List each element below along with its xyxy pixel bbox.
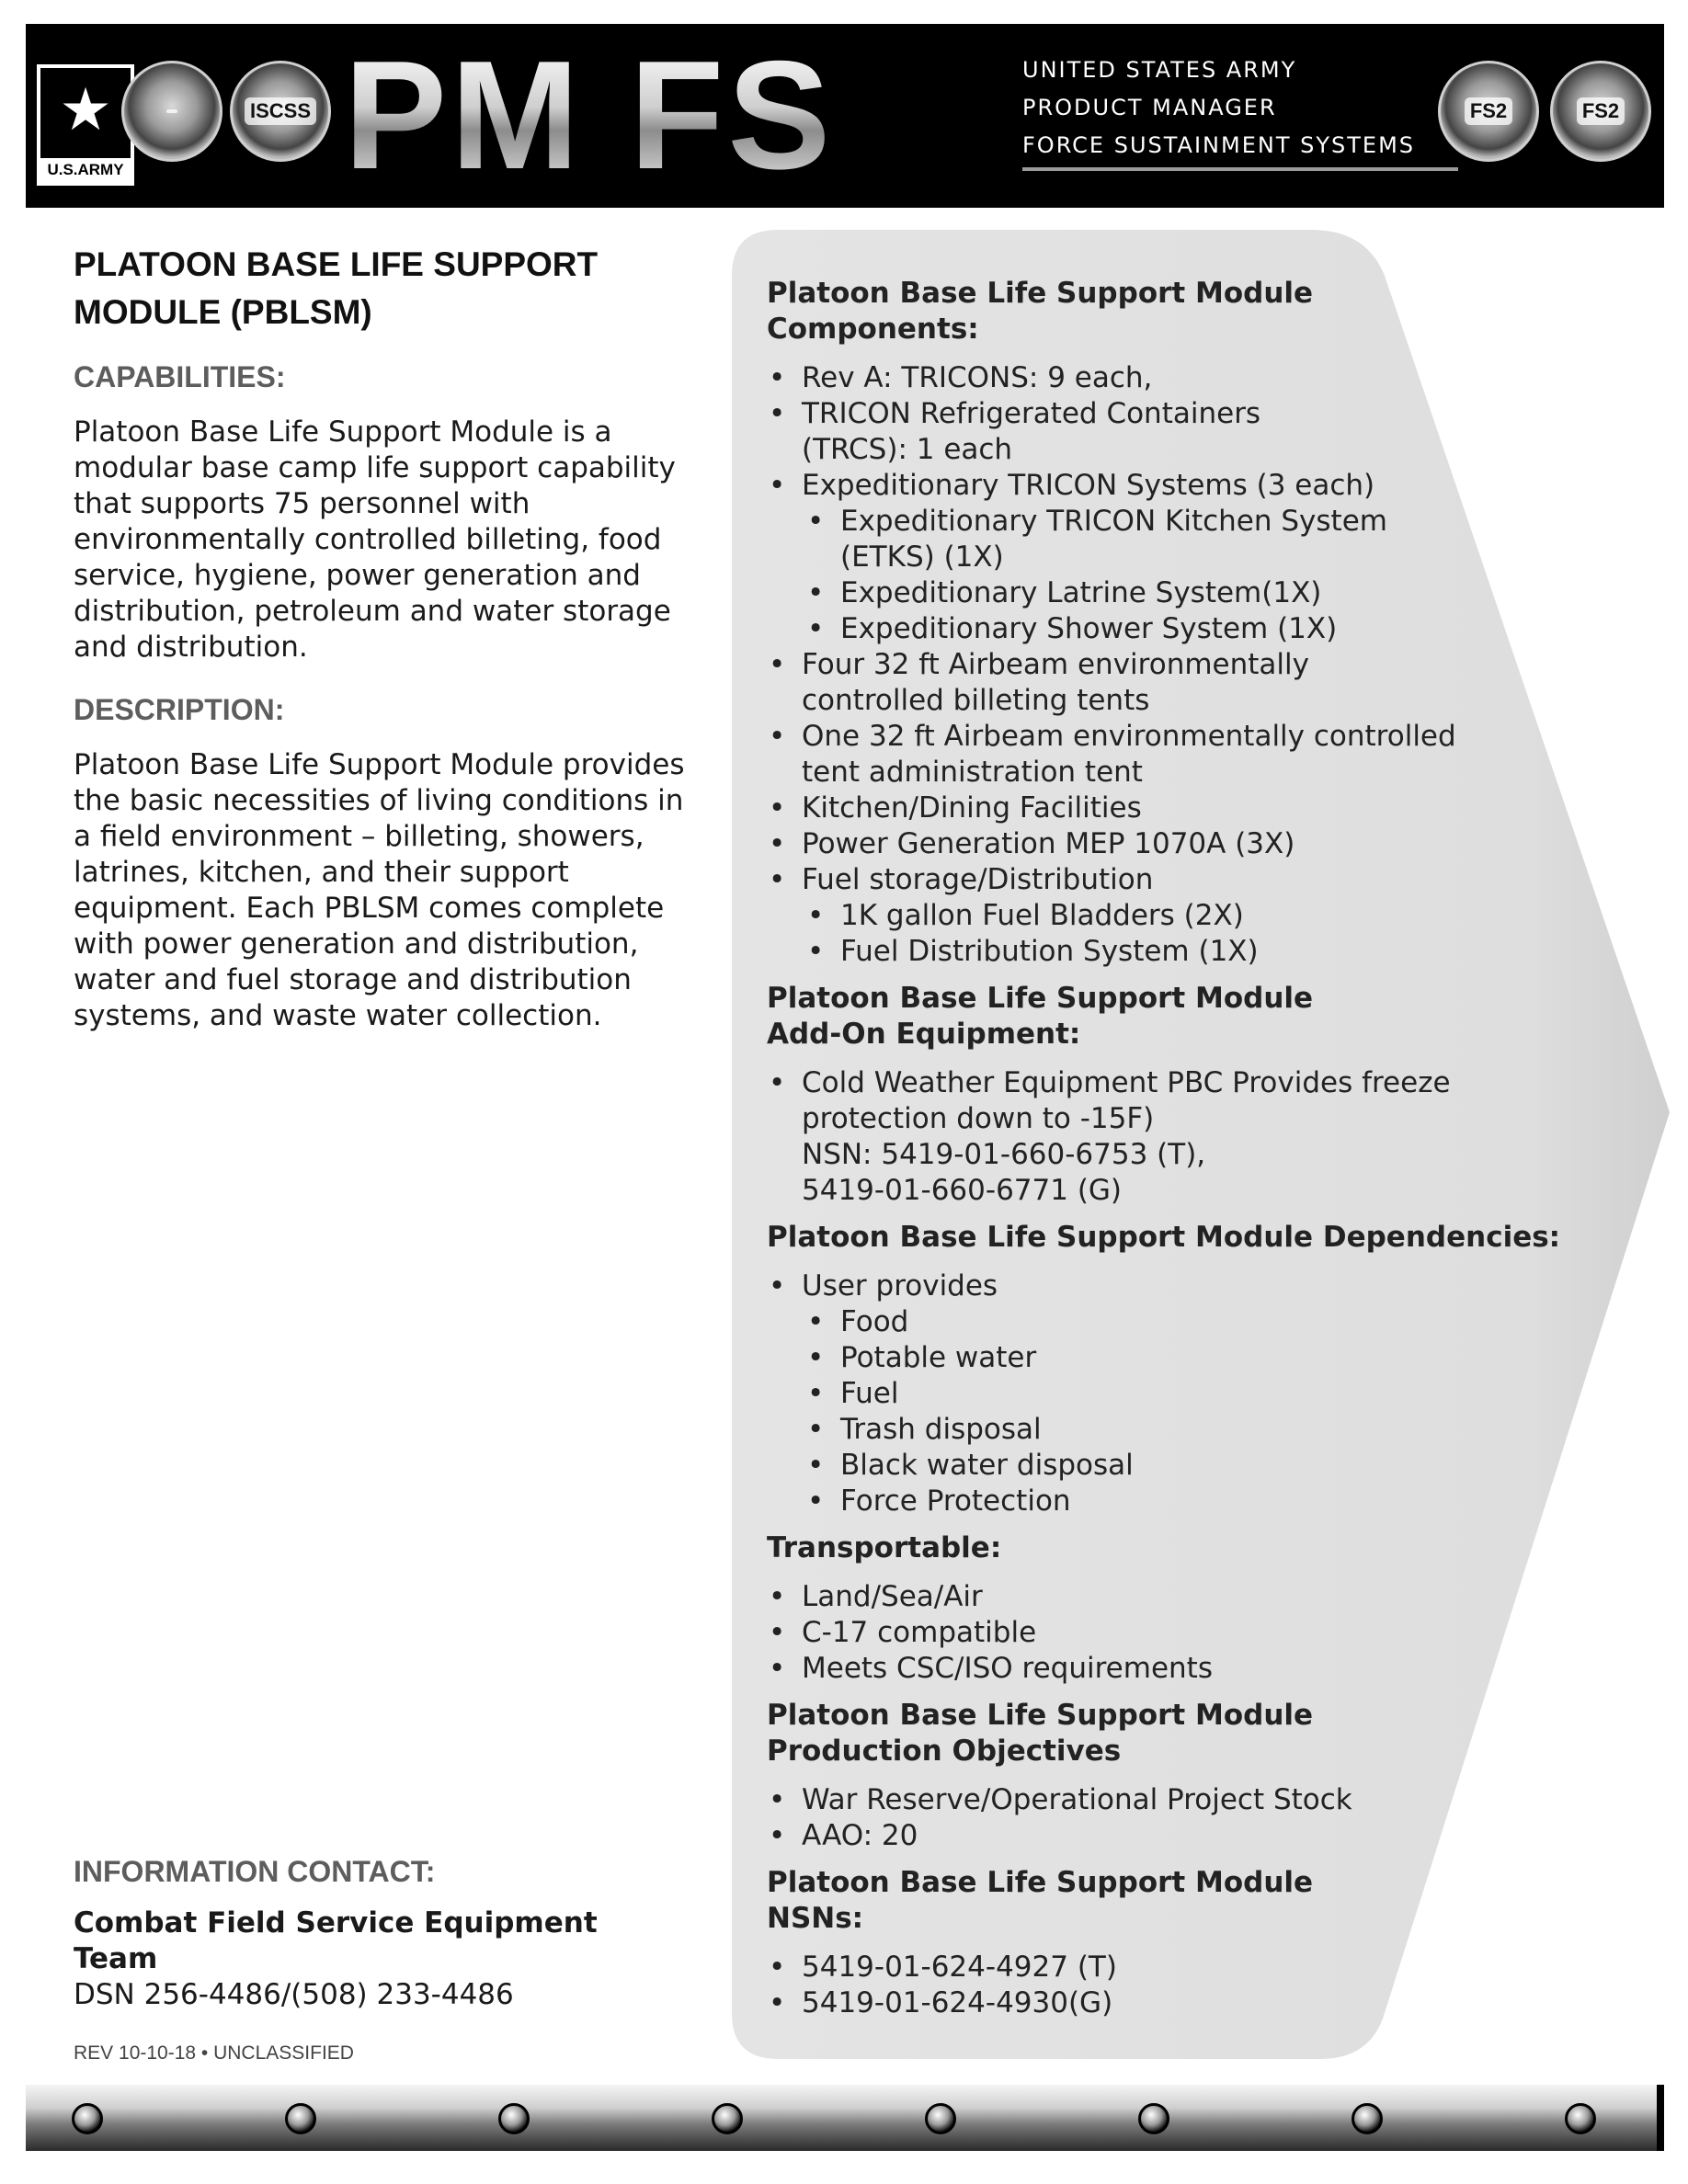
list-item: • TRICON Refrigerated Containers (767, 396, 1649, 432)
dependencies-heading: Platoon Base Life Support Module Dependencies: (767, 1221, 1561, 1254)
dependencies-list (767, 1268, 1649, 1519)
header-divider (1022, 167, 1458, 171)
rivet-icon (1352, 2103, 1383, 2134)
list-item: • One 32 ft Airbeam environmentally controlled (767, 719, 1649, 755)
organization-name: UNITED STATES ARMY PRODUCT MANAGER FORCE SUSTAINMENT SYSTEMS (1022, 57, 1416, 158)
information-contact (74, 1855, 708, 2013)
contact-team: Combat Field Service Equipment Team (74, 1906, 598, 1975)
rivet-icon (712, 2103, 743, 2134)
list-item: 5419-01-660-6771 (G) (802, 1174, 1123, 1207)
document-title: PLATOON BASE LIFE SUPPORT MODULE (PBLSM) (74, 245, 599, 331)
list-item: (TRCS): 1 each (802, 433, 1013, 466)
list-item: NSN: 5419-01-660-6753 (T), (802, 1138, 1206, 1171)
list-item: protection down to -15F) (802, 1102, 1155, 1135)
list-item: • Expeditionary TRICON Kitchen System (767, 504, 1649, 540)
details-column (767, 276, 1649, 2021)
production-heading: Platoon Base Life Support Module Production Objectives (767, 1699, 1314, 1768)
program-title: PM $FS^2$ (344, 28, 886, 201)
list-item: • War Reserve/Operational Project Stock (767, 1782, 1649, 1818)
description-heading: DESCRIPTION: (74, 693, 285, 726)
list-item: • Force Protection (767, 1484, 1649, 1519)
star-icon: ★ (59, 76, 112, 144)
footer-rail (26, 2085, 1664, 2151)
nsn-heading: Platoon Base Life Support Module NSNs: (767, 1866, 1314, 1935)
list-item: • Four 32 ft Airbeam environmentally (767, 647, 1649, 683)
rivet-icon (1565, 2103, 1596, 2134)
list-item: • Trash disposal (767, 1412, 1649, 1448)
description-text: Platoon Base Life Support Module provides the basic necessities of living conditions in a field environment – billeting, showers, latrines, kitchen, and their support equipment. Each PBLSM comes complete with power generation and distribution, water and fuel storage and distribution systems, and waste water collection. (74, 748, 685, 1032)
list-item: • Land/Sea/Air (767, 1579, 1649, 1615)
list-item: • User provides (767, 1268, 1649, 1304)
header-banner (26, 24, 1664, 208)
list-item: • Kitchen/Dining Facilities (767, 791, 1649, 826)
fs2-shield-seal-icon: FS2 (1438, 61, 1539, 162)
components-heading: Platoon Base Life Support Module Components: (767, 277, 1314, 346)
list-item: • C-17 compatible (767, 1615, 1649, 1651)
us-army-logo (37, 64, 134, 186)
capabilities-heading: CAPABILITIES: (74, 360, 286, 393)
transportable-list (767, 1579, 1649, 1687)
rivet-icon (925, 2103, 956, 2134)
list-item: • Potable water (767, 1340, 1649, 1376)
capabilities-text: Platoon Base Life Support Module is a modular base camp life support capability that supports 75 personnel with environmentally controlled billeting, food service, hygiene, power generation and distribution, petroleum and water storage and distribution. (74, 415, 676, 664)
rivet-icon (72, 2103, 103, 2134)
transportable-heading: Transportable: (767, 1531, 1002, 1564)
assistant-secretary-seal-icon (121, 61, 222, 162)
rivet-icon (498, 2103, 530, 2134)
nsn-list (767, 1950, 1649, 2021)
list-item: • Black water disposal (767, 1448, 1649, 1484)
list-item: • Expeditionary Latrine System(1X) (767, 575, 1649, 611)
list-item: (ETKS) (1X) (840, 540, 1004, 574)
list-item: • Food (767, 1304, 1649, 1340)
list-item: • Fuel storage/Distribution (767, 862, 1649, 898)
list-item: • Fuel (767, 1376, 1649, 1412)
contact-phone: DSN 256-4486/(508) 233-4486 (74, 1978, 514, 2011)
production-list (767, 1782, 1649, 1854)
product-manager-seal-icon: FS2 (1550, 61, 1651, 162)
list-item: • Fuel Distribution System (1X) (767, 934, 1649, 970)
list-item: tent administration tent (802, 756, 1143, 789)
rail-end-cap (1657, 2085, 1664, 2151)
list-item: • Expeditionary Shower System (1X) (767, 611, 1649, 647)
rivet-icon (1138, 2103, 1169, 2134)
list-item: • 5419-01-624-4930(G) (767, 1985, 1649, 2021)
addon-list (767, 1065, 1649, 1209)
list-item: • Cold Weather Equipment PBC Provides freeze (767, 1065, 1649, 1101)
iscss-seal-icon: ISCSS (230, 61, 331, 162)
list-item: • Rev A: TRICONS: 9 each, (767, 360, 1649, 396)
list-item: • Meets CSC/ISO requirements (767, 1651, 1649, 1687)
army-label: U.S.ARMY (40, 158, 131, 182)
list-item: • Expeditionary TRICON Systems (3 each) (767, 468, 1649, 504)
left-column (74, 241, 708, 1034)
components-list (767, 360, 1649, 970)
addon-heading: Platoon Base Life Support Module Add-On Equipment: (767, 982, 1314, 1051)
list-item: • AAO: 20 (767, 1818, 1649, 1854)
list-item: • Power Generation MEP 1070A (3X) (767, 826, 1649, 862)
list-item: controlled billeting tents (802, 684, 1150, 717)
contact-heading: INFORMATION CONTACT: (74, 1855, 436, 1888)
revision-label: REV 10-10-18 • UNCLASSIFIED (74, 2042, 354, 2064)
rivet-icon (285, 2103, 316, 2134)
list-item: • 5419-01-624-4927 (T) (767, 1950, 1649, 1985)
list-item: • 1K gallon Fuel Bladders (2X) (767, 898, 1649, 934)
